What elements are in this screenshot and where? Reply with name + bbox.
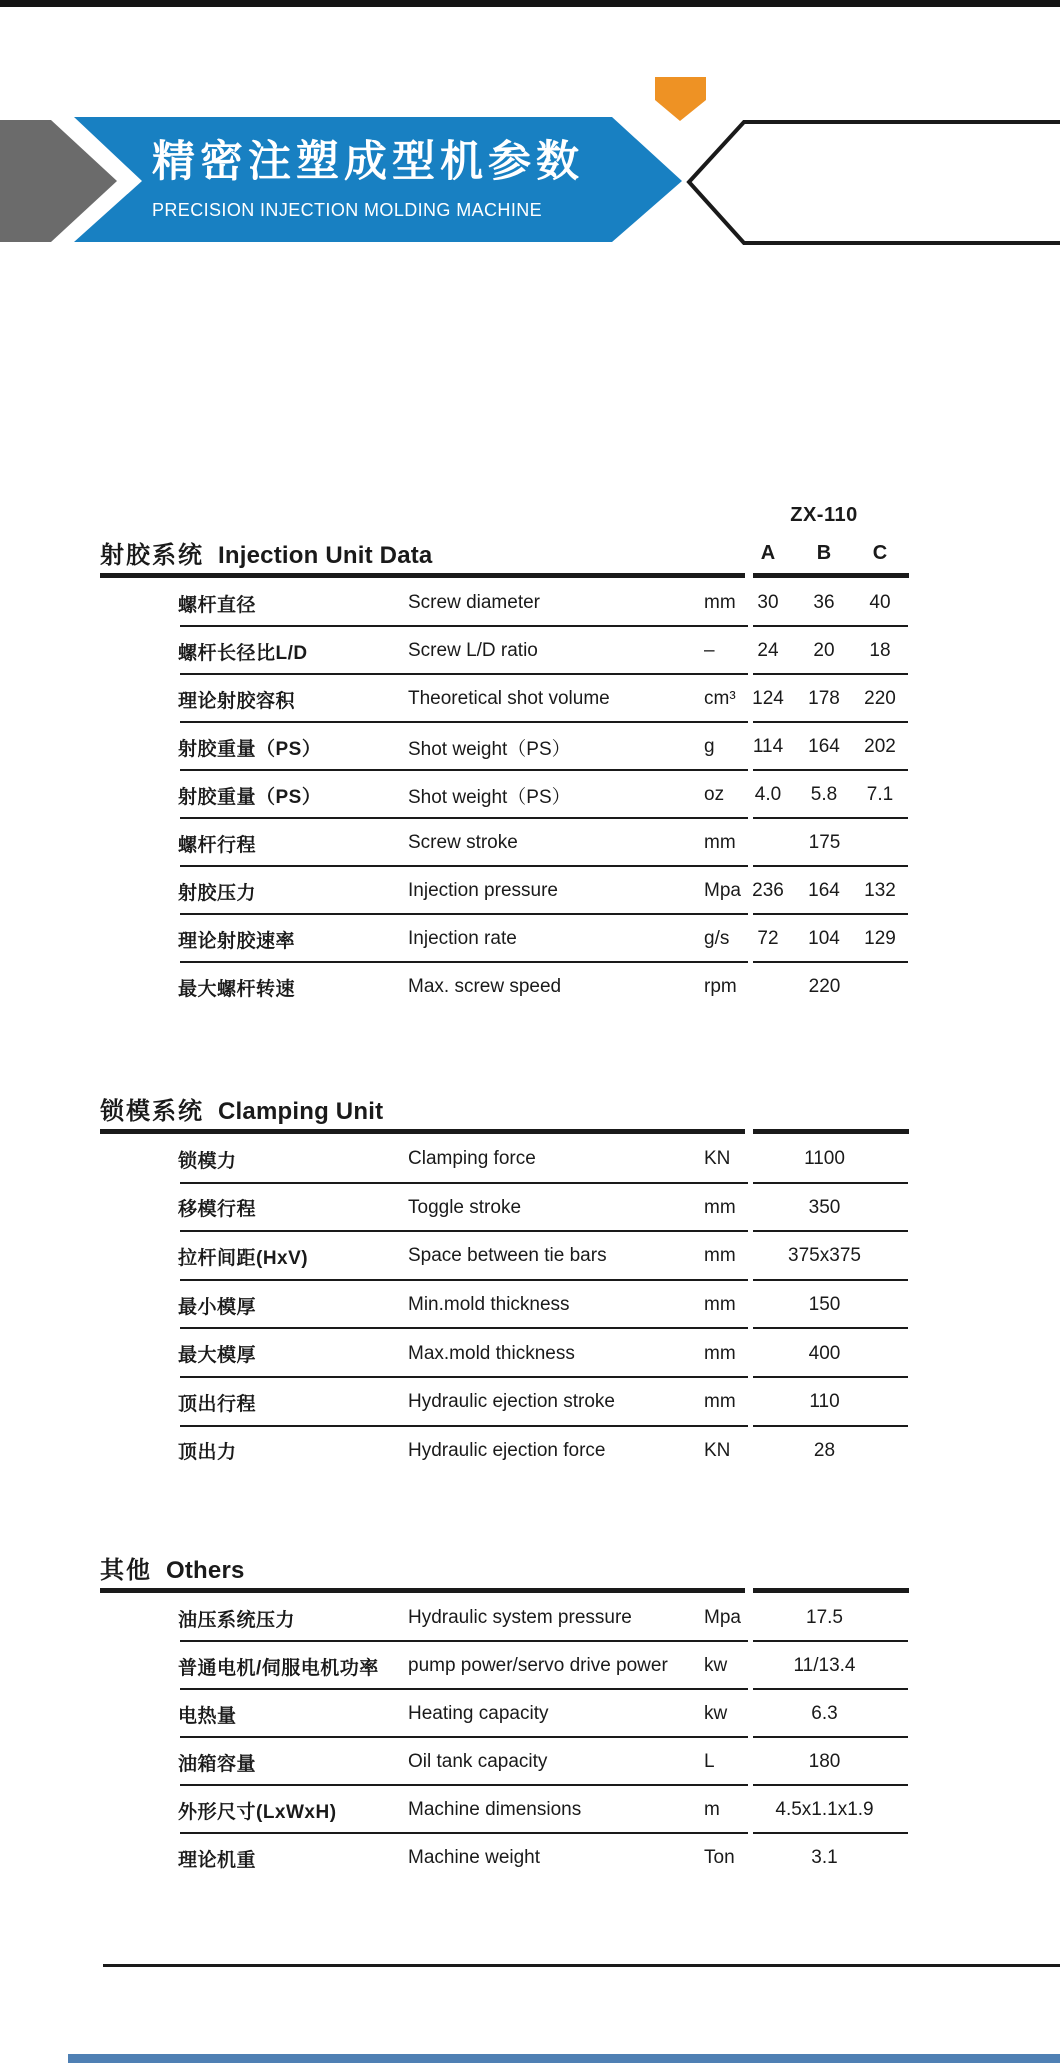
column-label: A xyxy=(760,542,776,564)
row-label-cn: 射胶压力 xyxy=(178,882,257,904)
row-value: 7.1 xyxy=(866,784,894,805)
row-unit: Ton xyxy=(704,1847,735,1868)
row-values xyxy=(740,723,908,771)
right-frame-shape xyxy=(689,122,1060,243)
column-label: C xyxy=(872,542,888,564)
row-value: 220 xyxy=(864,688,896,709)
row-label-cn: 外形尺寸(LxWxH) xyxy=(178,1801,337,1823)
row-label-en: Shot weight（PS） xyxy=(408,786,571,808)
row-value: 124 xyxy=(752,688,784,709)
row-label-en: Injection rate xyxy=(408,928,517,949)
table-row xyxy=(103,1378,908,1427)
row-value: 220 xyxy=(808,976,841,997)
model-columns xyxy=(740,538,908,568)
row-label-cn: 顶出行程 xyxy=(178,1393,257,1415)
row-value: 24 xyxy=(757,640,779,661)
row-value: 1100 xyxy=(804,1148,845,1170)
row-unit: mm xyxy=(704,1196,736,1218)
table-row xyxy=(103,915,908,963)
row-value: 104 xyxy=(808,928,840,949)
row-values xyxy=(740,627,908,675)
row-value: 178 xyxy=(808,688,840,709)
section-rule-left xyxy=(100,1129,745,1134)
section-title xyxy=(100,1095,383,1129)
row-value: 400 xyxy=(808,1342,841,1364)
row-value: 4.0 xyxy=(754,784,782,805)
banner-title-cn: 精密注塑成型机参数 xyxy=(152,138,584,186)
section-title xyxy=(100,1554,245,1588)
table-row xyxy=(103,1281,908,1330)
row-unit: – xyxy=(704,640,715,661)
table-row xyxy=(103,771,908,819)
row-value: 164 xyxy=(808,880,840,901)
row-label-cn: 油箱容量 xyxy=(178,1753,257,1775)
banner-title-en: PRECISION INJECTION MOLDING MACHINE xyxy=(152,200,543,220)
row-label-en: Injection pressure xyxy=(408,880,558,901)
row-value: 17.5 xyxy=(806,1607,843,1628)
table-row xyxy=(103,963,908,1011)
row-unit: KN xyxy=(704,1148,731,1170)
section-title-en: Clamping Unit xyxy=(218,1098,384,1125)
row-label-en: Screw diameter xyxy=(408,592,540,613)
row-value: 28 xyxy=(813,1439,836,1461)
row-value: 114 xyxy=(752,736,784,757)
row-value: 202 xyxy=(864,736,896,757)
table-row xyxy=(103,675,908,723)
table-row xyxy=(103,579,908,627)
row-label-en: Screw stroke xyxy=(408,832,518,853)
table-row xyxy=(103,1738,908,1786)
table-row xyxy=(103,819,908,867)
row-value: 375x375 xyxy=(788,1245,861,1267)
row-value: 236 xyxy=(752,880,784,901)
row-unit: mm xyxy=(704,1294,736,1316)
row-value: 110 xyxy=(809,1391,840,1413)
row-label-en: Min.mold thickness xyxy=(408,1294,570,1316)
row-unit: cm³ xyxy=(704,688,736,709)
row-values xyxy=(740,771,908,819)
row-label-en: Screw L/D ratio xyxy=(408,640,538,661)
row-value: 30 xyxy=(757,592,779,613)
section-rule-right xyxy=(753,1129,909,1134)
row-label-en: Max.mold thickness xyxy=(408,1342,575,1364)
row-unit: m xyxy=(704,1799,720,1820)
row-unit: mm xyxy=(704,592,736,613)
row-label-en: Space between tie bars xyxy=(408,1245,607,1267)
row-value: 40 xyxy=(869,592,891,613)
section-rule-right xyxy=(753,1588,909,1593)
row-label-en: Hydraulic ejection stroke xyxy=(408,1391,615,1413)
footer-rule xyxy=(103,1964,1060,1967)
row-label-en: Max. screw speed xyxy=(408,976,562,997)
row-label-en: Hydraulic system pressure xyxy=(408,1607,632,1628)
row-value: 164 xyxy=(808,736,840,757)
row-value: 5.8 xyxy=(810,784,838,805)
row-unit: L xyxy=(704,1751,715,1772)
section-rule-left xyxy=(100,1588,745,1593)
table-row xyxy=(103,1834,908,1882)
section-title-cn: 其他 xyxy=(100,1557,152,1584)
row-label-cn: 电热量 xyxy=(178,1705,237,1727)
table-row xyxy=(103,1690,908,1738)
row-label-cn: 锁模力 xyxy=(178,1150,237,1172)
row-value: 180 xyxy=(808,1751,841,1772)
table-row xyxy=(103,1427,908,1476)
row-label-en: Theoretical shot volume xyxy=(408,688,610,709)
row-unit: kw xyxy=(704,1703,728,1724)
row-label-cn: 最大模厚 xyxy=(178,1345,257,1367)
row-value: 20 xyxy=(813,640,835,661)
row-label-cn: 射胶重量（PS） xyxy=(178,738,322,760)
table-row xyxy=(103,1594,908,1642)
table-row xyxy=(103,1232,908,1281)
row-label-en: Clamping force xyxy=(408,1148,536,1170)
row-label-en: Toggle stroke xyxy=(408,1196,522,1218)
table-row xyxy=(103,1184,908,1233)
row-value: 175 xyxy=(808,832,841,853)
row-value: 132 xyxy=(864,880,896,901)
section-title-en: Others xyxy=(166,1557,245,1584)
orange-pentagon-icon xyxy=(655,77,706,121)
row-value: 36 xyxy=(813,592,835,613)
row-values xyxy=(740,915,908,963)
row-label-cn: 螺杆长径比L/D xyxy=(178,642,308,664)
section-title-cn: 锁模系统 xyxy=(100,1098,204,1125)
row-label-cn: 顶出力 xyxy=(178,1442,237,1464)
table-row xyxy=(103,1786,908,1834)
row-value: 4.5x1.1x1.9 xyxy=(775,1799,874,1820)
row-unit: kw xyxy=(704,1655,728,1676)
row-label-cn: 最大螺杆转速 xyxy=(178,978,296,1000)
section-rule-left xyxy=(100,573,745,578)
row-value: 129 xyxy=(864,928,896,949)
row-value: 350 xyxy=(808,1196,841,1218)
row-unit: mm xyxy=(704,1391,736,1413)
row-value: 3.1 xyxy=(811,1847,838,1868)
row-label-cn: 射胶重量（PS） xyxy=(178,786,322,808)
row-label-cn: 理论射胶速率 xyxy=(178,930,296,952)
row-value: 18 xyxy=(869,640,891,661)
row-unit: Mpa xyxy=(704,1607,741,1628)
section-title-en: Injection Unit Data xyxy=(218,542,433,569)
row-unit: mm xyxy=(704,832,736,853)
model-name: ZX-110 xyxy=(790,504,858,526)
row-label-en: Shot weight（PS） xyxy=(408,738,571,760)
row-unit: KN xyxy=(704,1439,731,1461)
row-label-en: Machine dimensions xyxy=(408,1799,582,1820)
row-label-en: Heating capacity xyxy=(408,1703,549,1724)
row-value: 6.3 xyxy=(811,1703,838,1724)
section-title-cn: 射胶系统 xyxy=(100,542,204,569)
table-row xyxy=(103,1135,908,1184)
row-label-cn: 理论射胶容积 xyxy=(178,690,296,712)
table-row xyxy=(103,1642,908,1690)
table-row xyxy=(103,867,908,915)
row-label-en: Oil tank capacity xyxy=(408,1751,548,1772)
row-values xyxy=(740,867,908,915)
row-unit: oz xyxy=(704,784,725,805)
row-unit: mm xyxy=(704,1342,736,1364)
header-banner-graphics xyxy=(0,0,1060,260)
row-label-en: Machine weight xyxy=(408,1847,541,1868)
row-label-cn: 螺杆行程 xyxy=(178,834,257,856)
table-row xyxy=(103,1329,908,1378)
column-label: B xyxy=(816,542,832,564)
row-unit: Mpa xyxy=(704,880,741,901)
row-values xyxy=(740,579,908,627)
row-label-cn: 理论机重 xyxy=(178,1849,257,1871)
row-label-cn: 移模行程 xyxy=(178,1199,257,1221)
row-label-en: Hydraulic ejection force xyxy=(408,1439,606,1461)
row-label-cn: 螺杆直径 xyxy=(178,594,257,616)
table-row xyxy=(103,627,908,675)
section-rule-right xyxy=(753,573,909,578)
row-value: 150 xyxy=(808,1294,841,1316)
section-title xyxy=(100,539,432,573)
row-value: 72 xyxy=(757,928,779,949)
row-value: 11/13.4 xyxy=(793,1655,856,1676)
row-label-cn: 最小模厚 xyxy=(178,1296,257,1318)
row-label-cn: 拉杆间距(HxV) xyxy=(178,1247,309,1269)
row-unit: g xyxy=(704,736,715,757)
footer-bar xyxy=(68,2054,1060,2063)
row-label-en: pump power/servo drive power xyxy=(408,1655,668,1676)
table-row xyxy=(103,723,908,771)
row-values xyxy=(740,675,908,723)
row-label-cn: 普通电机/伺服电机功率 xyxy=(178,1657,379,1679)
row-label-cn: 油压系统压力 xyxy=(178,1609,296,1631)
row-unit: g/s xyxy=(704,928,730,949)
row-unit: mm xyxy=(704,1245,736,1267)
row-unit: rpm xyxy=(704,976,737,997)
